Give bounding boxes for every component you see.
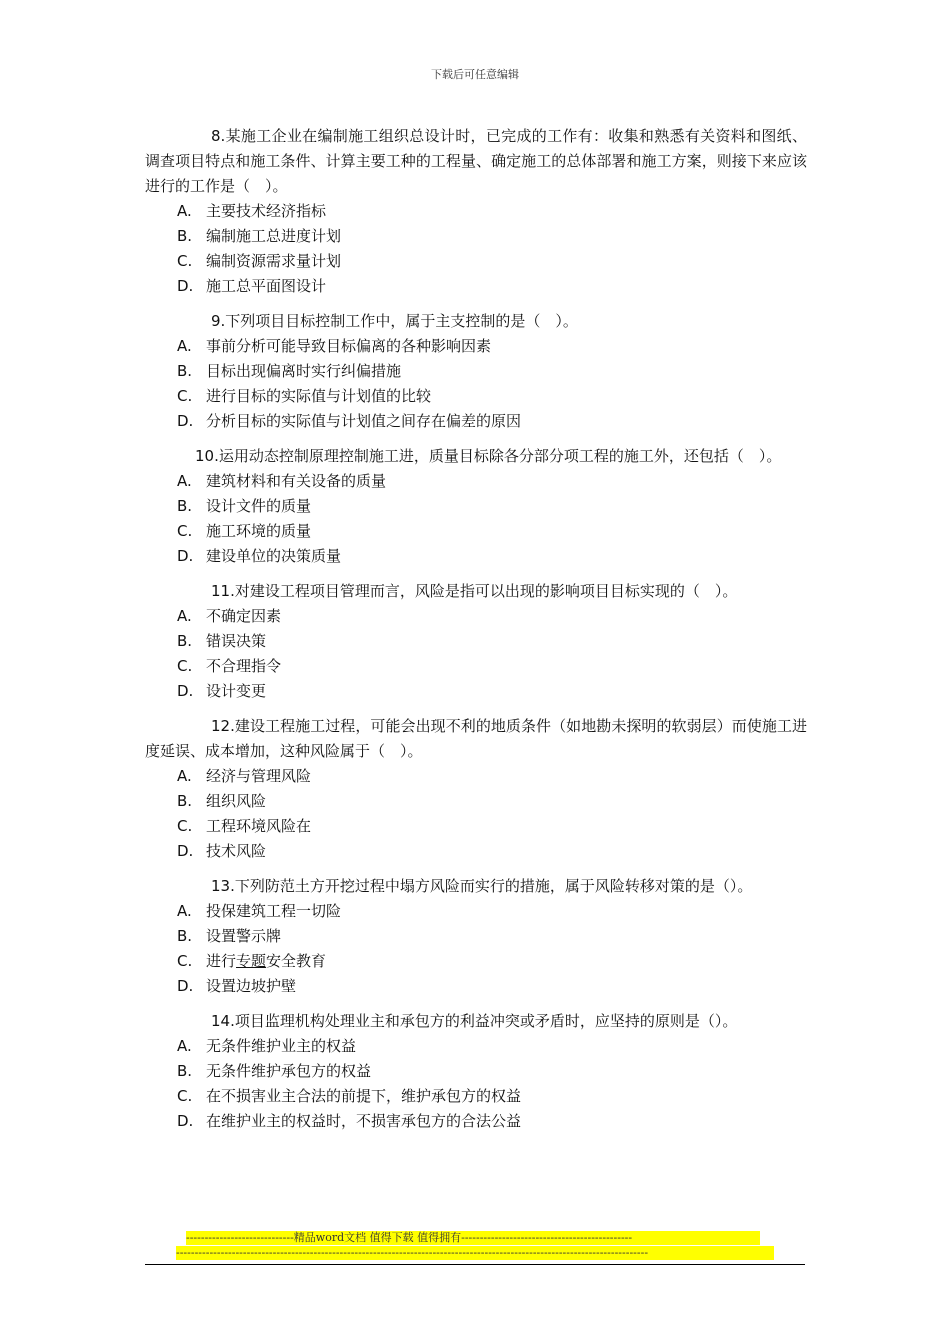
- page-header: 下载后可任意编辑: [431, 68, 519, 81]
- question-stem: 8.某施工企业在编制施工组织总设计时，已完成的工作有：收集和熟悉有关资料和图纸、调查项目特点和施工条件、计算主要工种的工程量、确定施工的总体部署和施工方案，则接下来应该进行的工作是（ ）。: [145, 127, 807, 195]
- option-b: B. 目标出现偏离时实行纠偏措施: [177, 362, 402, 380]
- option-a: A. 无条件维护业主的权益: [177, 1037, 357, 1055]
- question-8: [145, 124, 807, 299]
- option-a: A. 主要技术经济指标: [177, 202, 327, 220]
- underlined-term: 专题: [236, 952, 267, 970]
- question-stem: 14.项目监理机构处理业主和承包方的利益冲突或矛盾时，应坚持的原则是（）。: [211, 1012, 738, 1030]
- question-13: [145, 874, 807, 999]
- option-d: D. 建设单位的决策质量: [177, 547, 342, 565]
- option-c: C. 进行目标的实际值与计划值的比较: [177, 387, 432, 405]
- question-14: [145, 1009, 807, 1134]
- option-d: D. 施工总平面图设计: [177, 277, 327, 295]
- question-stem: 13.下列防范土方开挖过程中塌方风险而实行的措施，属于风险转移对策的是（）。: [211, 877, 753, 895]
- footer-divider: [145, 1264, 805, 1265]
- footer-banner-line-2: -------------------------------------------------------------------------------------------------------------------------------: [176, 1246, 774, 1260]
- question-11: [145, 579, 807, 704]
- option-a: A. 投保建筑工程一切险: [177, 902, 342, 920]
- option-d: D. 技术风险: [177, 842, 267, 860]
- option-c: C. 编制资源需求量计划: [177, 252, 342, 270]
- footer-banner-line-1: -----------------------------精品word文档 值得下载 值得拥有----------------------------------------------: [186, 1231, 760, 1245]
- option-c: C. 不合理指令: [177, 657, 282, 675]
- option-a: A. 事前分析可能导致目标偏离的各种影响因素: [177, 337, 492, 355]
- option-b: B. 无条件维护承包方的权益: [177, 1062, 372, 1080]
- question-10: [145, 444, 807, 569]
- option-d: D. 设计变更: [177, 682, 267, 700]
- option-b: B. 错误决策: [177, 632, 267, 650]
- option-a: A. 经济与管理风险: [177, 767, 312, 785]
- option-b: B. 组织风险: [177, 792, 267, 810]
- question-stem: 10.运用动态控制原理控制施工进，质量目标除各分部分项工程的施工外，还包括（ ）。: [195, 447, 782, 465]
- option-c: C. 在不损害业主合法的前提下，维护承包方的权益: [177, 1087, 522, 1105]
- question-stem: 9.下列项目目标控制工作中，属于主支控制的是（ ）。: [211, 312, 578, 330]
- option-b: B. 设计文件的质量: [177, 497, 312, 515]
- question-12: [145, 714, 807, 864]
- option-c: C. 施工环境的质量: [177, 522, 312, 540]
- option-d: D. 设置边坡护壁: [177, 977, 297, 995]
- question-list: [145, 124, 807, 1144]
- option-b: B. 设置警示牌: [177, 927, 282, 945]
- question-stem: 12.建设工程施工过程，可能会出现不利的地质条件（如地勘未探明的软弱层）而使施工进度延误、成本增加，这种风险属于（ ）。: [145, 717, 807, 760]
- option-c: C. 工程环境风险在: [177, 817, 312, 835]
- option-b: B. 编制施工总进度计划: [177, 227, 342, 245]
- option-a: A. 不确定因素: [177, 607, 282, 625]
- question-9: [145, 309, 807, 434]
- question-stem: 11.对建设工程项目管理而言，风险是指可以出现的影响项目目标实现的（ ）。: [211, 582, 738, 600]
- option-d: D. 分析目标的实际值与计划值之间存在偏差的原因: [177, 412, 522, 430]
- option-a: A. 建筑材料和有关设备的质量: [177, 472, 387, 490]
- option-d: D. 在维护业主的权益时，不损害承包方的合法公益: [177, 1112, 522, 1130]
- option-c: C. 进行专题安全教育: [177, 952, 327, 970]
